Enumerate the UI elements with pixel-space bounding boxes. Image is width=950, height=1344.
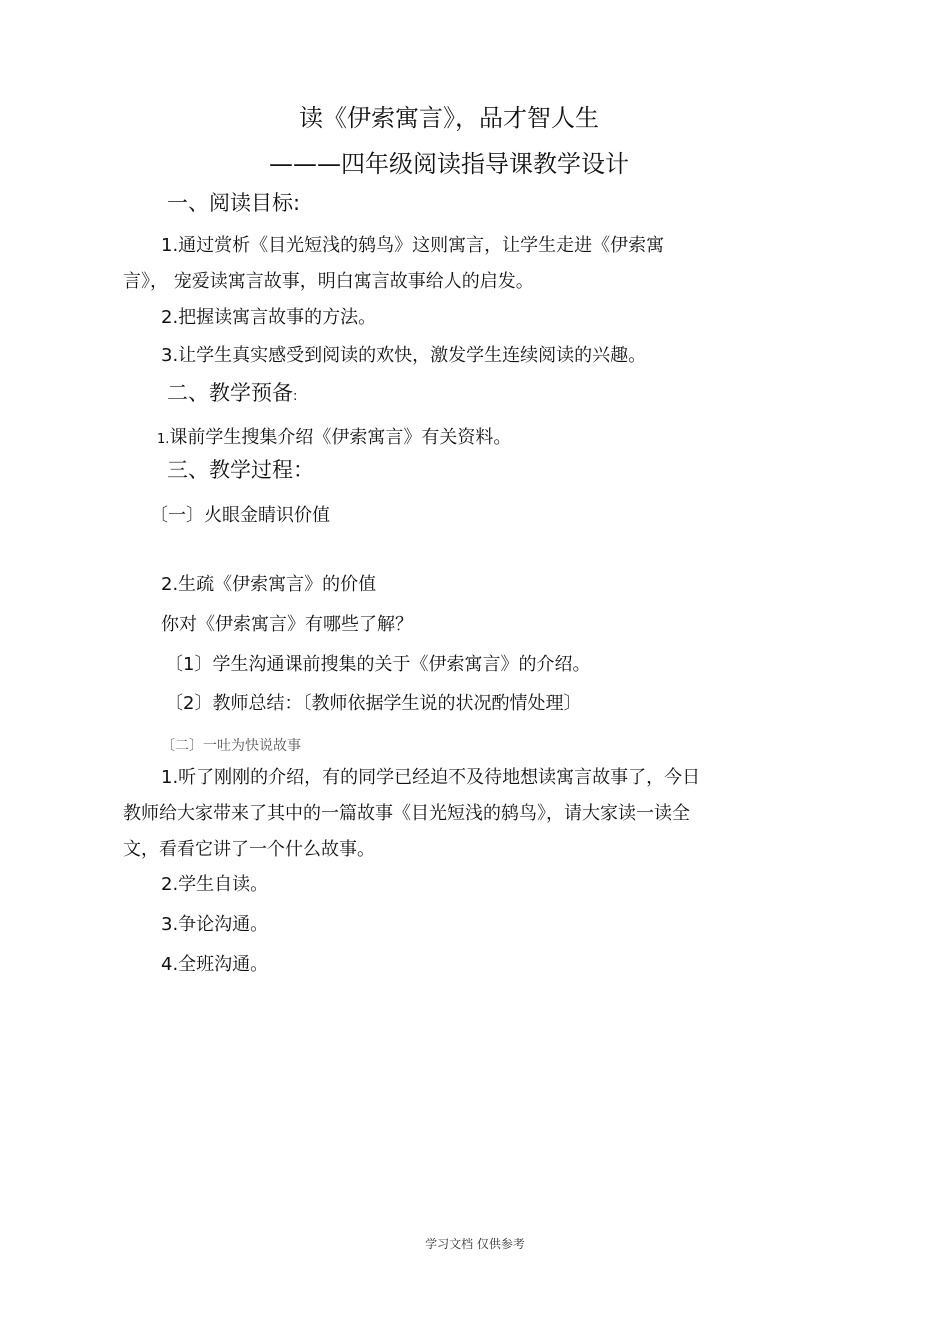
process-part-2-line-5: 3.争论沟通。	[161, 914, 269, 935]
process-part-2-line-3: 文，看看它讲了一个什么故事。	[123, 839, 375, 860]
process-part-2-line-4: 2.学生自读。	[161, 874, 269, 895]
process-part-1-line-1: 2.生疏《伊索寓言》的价值	[161, 574, 377, 595]
process-part-1-title: 〔一〕火眼金睛识价值	[150, 505, 330, 526]
goal-item-1: 1.通过赏析《目光短浅的鸫鸟》这则寓言，让学生走进《伊索寓	[161, 235, 665, 256]
process-part-1-line-3: 〔1〕学生沟通课前搜集的关于《伊索寓言》的介绍。	[165, 654, 591, 675]
process-part-1-line-4: 〔2〕教师总结：〔教师依据学生说的状况酌情处理〕	[165, 693, 582, 714]
preparation-heading-text: 二、教学预备	[167, 381, 293, 405]
preparation-item-text: 课前学生搜集介绍《伊索寓言》有关资料。	[169, 427, 512, 448]
process-part-2-line-1: 1.听了刚刚的介绍，有的同学已经迫不及待地想读寓言故事了，今日	[161, 767, 701, 788]
goal-item-2: 2.把握读寓言故事的方法。	[161, 307, 377, 328]
process-part-2-line-6: 4.全班沟通。	[161, 954, 269, 975]
process-part-2-line-2: 教师给大家带来了其中的一篇故事《目光短浅的鸫鸟》，请大家读一读全	[123, 803, 690, 824]
preparation-item-1	[157, 429, 511, 447]
preparation-item-number: 1.	[157, 432, 170, 447]
section-heading-reading-goals: 一、阅读目标:	[167, 191, 301, 215]
goal-item-3: 3.让学生真实感受到阅读的欢快，激发学生连续阅读的兴趣。	[161, 345, 647, 366]
preparation-heading-colon: :	[293, 389, 298, 404]
section-heading-process: 三、教学过程：	[167, 458, 314, 482]
document-title: 读《伊索寓言》，品才智人生	[299, 104, 599, 132]
page-footer: 学习文档 仅供参考	[425, 1237, 525, 1251]
process-part-2-title: 〔二〕一吐为快说故事	[161, 738, 301, 754]
goal-item-1-continued: 言》， 宠爱读寓言故事，明白寓言故事给人的启发。	[123, 271, 534, 292]
process-part-1-line-2: 你对《伊索寓言》有哪些了解？	[161, 614, 413, 635]
document-subtitle: ———四年级阅读指导课教学设计	[269, 150, 629, 178]
section-heading-preparation	[167, 383, 297, 404]
